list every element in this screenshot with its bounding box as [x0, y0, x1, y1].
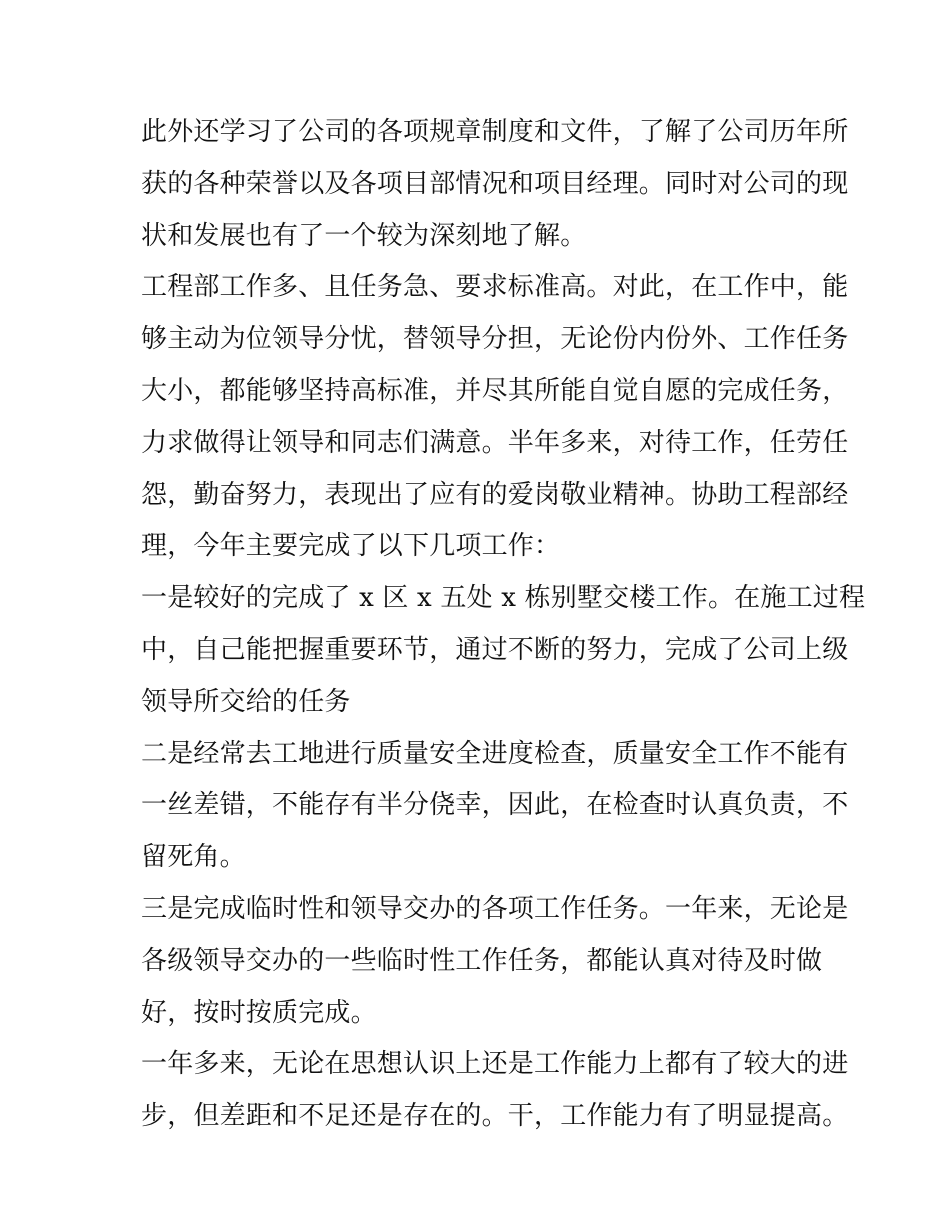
text-line: 一是较好的完成了 x 区 x 五处 x 栋别墅交楼工作。在施工过程 — [141, 583, 866, 614]
text-line: 状和发展也有了一个较为深刻地了解。 — [141, 220, 587, 251]
text-line: 三是完成临时性和领导交办的各项工作任务。一年来，无论是 — [141, 893, 849, 924]
text-line: 留死角。 — [141, 842, 246, 873]
text-line: 够主动为位领导分忧，替领导分担，无论份内份外、工作任务 — [141, 324, 849, 355]
text-line: 一丝差错，不能存有半分侥幸，因此，在检查时认真负责，不 — [141, 790, 849, 821]
text-line: 一年多来，无论在思想认识上还是工作能力上都有了较大的进 — [141, 1049, 849, 1080]
text-line: 工程部工作多、且任务急、要求标准高。对此，在工作中，能 — [141, 272, 849, 303]
text-line: 步，但差距和不足还是存在的。干，工作能力有了明显提高。 — [141, 1101, 849, 1132]
text-line: 理，今年主要完成了以下几项工作： — [141, 531, 561, 562]
text-line: 怨，勤奋努力，表现出了应有的爱岗敬业精神。协助工程部经 — [141, 479, 849, 510]
text-line: 力求做得让领导和同志们满意。半年多来，对待工作，任劳任 — [141, 427, 849, 458]
document-body — [141, 107, 866, 1143]
text-line: 二是经常去工地进行质量安全进度检查，质量安全工作不能有 — [141, 738, 849, 769]
text-line: 此外还学习了公司的各项规章制度和文件，了解了公司历年所 — [141, 117, 849, 147]
text-line: 领导所交给的任务 — [141, 686, 351, 717]
text-line: 获的各种荣誉以及各项目部情况和项目经理。同时对公司的现 — [141, 168, 849, 199]
text-line: 大小，都能够坚持高标准，并尽其所能自觉自愿的完成任务， — [141, 375, 849, 406]
text-line: 各级领导交办的一些临时性工作任务，都能认真对待及时做 — [141, 945, 823, 976]
text-line: 好，按时按质完成。 — [141, 997, 377, 1028]
text-line: 中，自己能把握重要环节，通过不断的努力，完成了公司上级 — [141, 634, 849, 665]
